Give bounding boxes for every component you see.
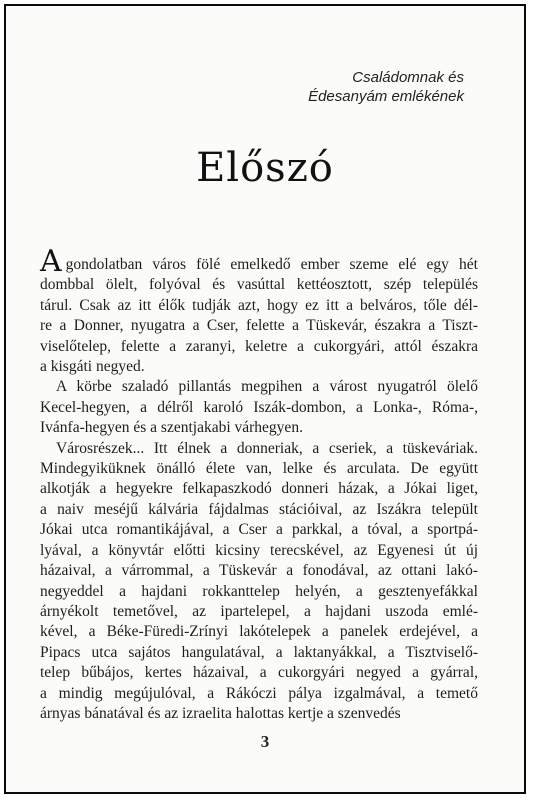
text-line: telep bűbájos, kertes házaival, a cukorgyári negyed a gyárral, <box>40 664 478 682</box>
text-line: negyeddel a hajdani rokkanttelep helyén, a gesztenyefákkal <box>40 582 478 600</box>
text-line: Ivánfa-hegyen és a szentjakabi várhegyen. <box>40 419 303 437</box>
text-line: A körbe szaladó pillantás megpihen a várost nyugatról ölelő <box>56 378 478 396</box>
text-line: házaival, a várrommal, a Tüskevár a fonodával, az ottani lakó- <box>40 562 478 580</box>
text-line: Mindegyiküknek önálló élete van, lelke és arculata. De együtt <box>40 460 478 478</box>
chapter-title: Előszó <box>196 145 334 191</box>
paragraph <box>40 244 478 377</box>
text-line: Agondolatban város fölé emelkedő ember szeme elé egy hét <box>40 244 478 279</box>
text-line: a kisgáti negyed. <box>40 358 145 376</box>
page-number: 3 <box>260 732 270 751</box>
text-line: a mindig megújulóval, a Rákóczi pálya izgalmával, a temető <box>40 684 478 702</box>
book-page <box>4 4 526 794</box>
drop-cap: A <box>40 244 62 279</box>
text-line: kével, a Béke-Füredi-Zrínyi lakótelepek a panelek erdejével, a <box>40 623 478 641</box>
text-line: Jókai utca romantikájával, a Cser a parkkal, a tóval, a sportpá- <box>40 521 478 539</box>
dedication <box>308 68 464 106</box>
text-line: dombbal ölelt, folyóval és vasúttal kettéosztott, szép település <box>40 276 478 294</box>
text-line: Kecel-hegyen, a délről karoló Iszák-dombon, a Lonka-, Róma-, <box>40 398 478 416</box>
body-text <box>40 244 478 724</box>
text-line: árnyas bánatával és az izraelita halottas kertje a szenvedés <box>40 704 401 722</box>
dedication-line: Édesanyám emlékének <box>308 88 464 105</box>
text-line: a naiv meséjű kálvária fájdalmas stációival, az Iszákra települt <box>40 500 478 518</box>
paragraph <box>40 377 478 438</box>
dedication-line: Családomnak és <box>352 69 464 86</box>
text-line: lyával, a könyvtár előtti kicsiny terecskével, az Egyenesi út új <box>40 541 478 559</box>
text-line: árnyékolt temetővel, az ipartelepel, a hajdani uszoda emlé- <box>40 602 478 620</box>
text-line: alkotják a hegyekre felkapaszkodó donneri házak, a Jókai liget, <box>40 480 478 498</box>
text-line: re a Donner, nyugatra a Cser, felette a Tüskevár, északra a Tiszt- <box>40 317 478 335</box>
text-line: Városrészek... Itt élnek a donneriak, a cseriek, a tüskeváriak. <box>56 439 478 457</box>
text-line: viselőtelep, felette a zaranyi, keletre a cukorgyári, attól északra <box>40 337 478 355</box>
paragraph <box>40 439 478 725</box>
text-line: Pipacs utca sajátos hangulatával, a laktanyákkal, a Tisztviselő- <box>40 643 478 661</box>
text-line: tárul. Csak az itt élők tudják azt, hogy ez itt a belváros, tőle dél- <box>40 296 478 314</box>
